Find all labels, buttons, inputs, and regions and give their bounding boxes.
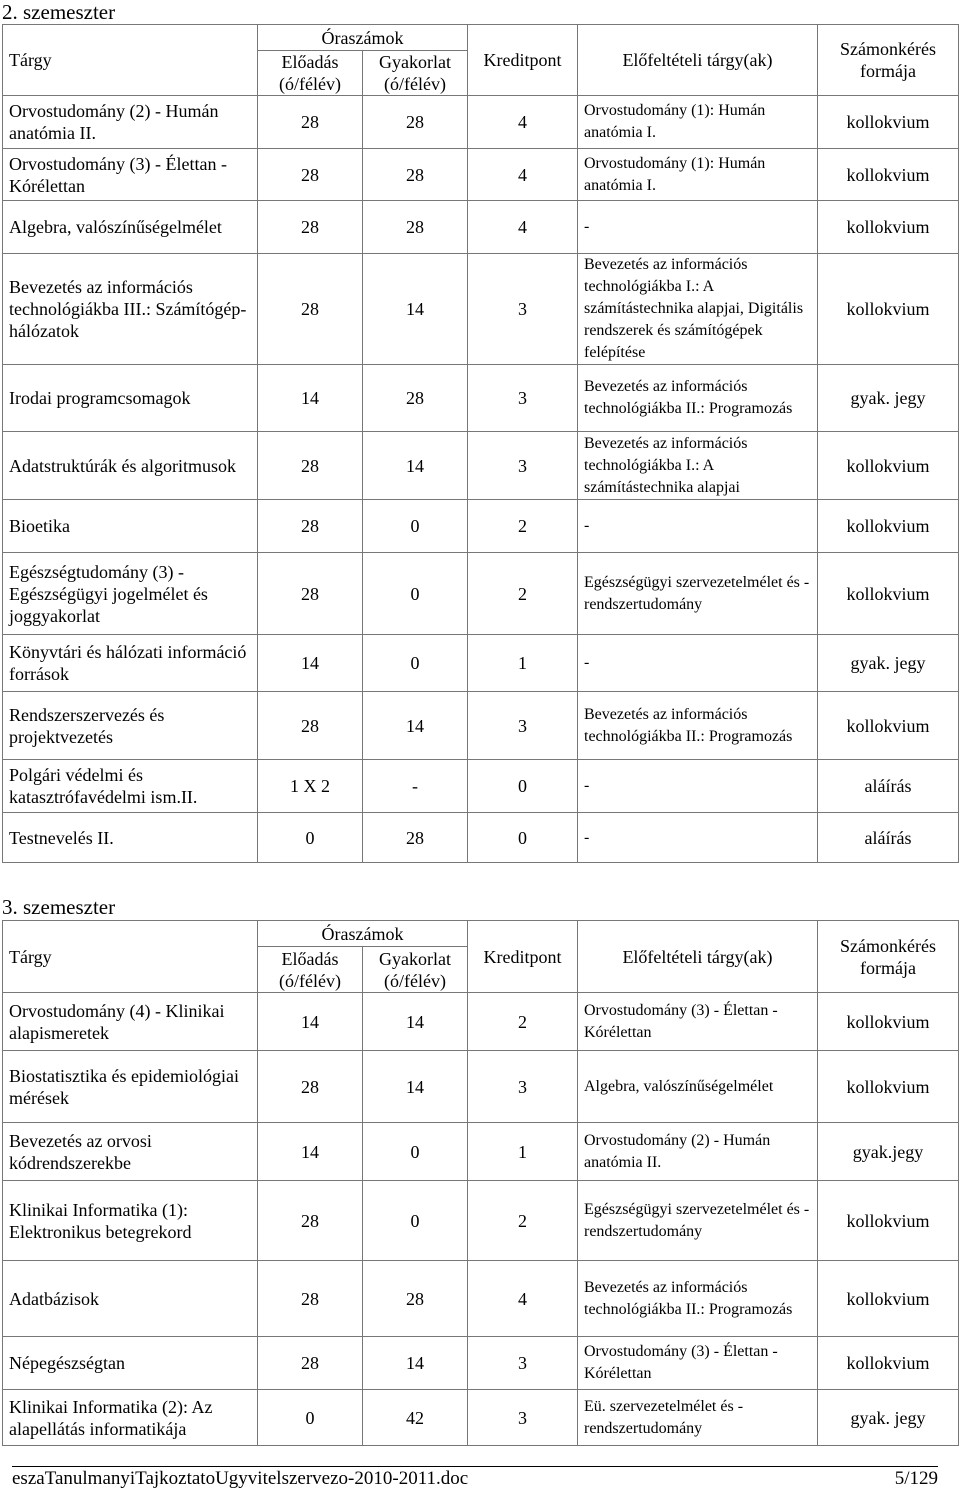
- lecture-cell: 1 X 2: [258, 760, 363, 813]
- lecture-cell: 28: [258, 149, 363, 201]
- subject-cell: Orvostudomány (4) - Klinikai alapismeretek: [3, 993, 258, 1051]
- prereq-cell: Bevezetés az információs technológiákba II.: Programozás: [578, 1261, 818, 1337]
- credit-cell: 3: [468, 1390, 578, 1446]
- credit-cell: 4: [468, 201, 578, 254]
- prereq-cell: Orvostudomány (1): Humán anatómia I.: [578, 149, 818, 201]
- lecture-cell: 0: [258, 813, 363, 863]
- table-row: [3, 635, 959, 692]
- table-row: [3, 813, 959, 863]
- credit-cell: 2: [468, 500, 578, 553]
- subject-cell: Klinikai Informatika (2): Az alapellátás informatikája: [3, 1390, 258, 1446]
- header-exam: Számonkérés formája: [818, 921, 959, 993]
- prereq-cell: Orvostudomány (3) - Élettan - Kórélettan: [578, 1337, 818, 1390]
- header-subject: Tárgy: [3, 921, 258, 993]
- practice-cell: 28: [363, 365, 468, 432]
- practice-cell: 28: [363, 813, 468, 863]
- table-row: [3, 760, 959, 813]
- header-practice-label: Gyakorlat: [379, 948, 451, 969]
- table-row: [3, 692, 959, 760]
- course-table: [2, 24, 959, 863]
- credit-cell: 0: [468, 813, 578, 863]
- lecture-cell: 14: [258, 993, 363, 1051]
- exam-cell: kollokvium: [818, 96, 959, 149]
- exam-cell: aláírás: [818, 760, 959, 813]
- header-hours: Óraszámok: [258, 25, 468, 51]
- semester-title: 2. szemeszter: [2, 0, 116, 24]
- subject-cell: Polgári védelmi és katasztrófavédelmi ism.II.: [3, 760, 258, 813]
- lecture-cell: 28: [258, 254, 363, 365]
- lecture-cell: 28: [258, 553, 363, 635]
- header-lecture-unit: (ó/félév): [279, 74, 341, 94]
- credit-cell: 4: [468, 96, 578, 149]
- semester-title: 3. szemeszter: [2, 895, 116, 919]
- prereq-cell: Eü. szervezetelmélet és - rendszertudomány: [578, 1390, 818, 1446]
- footer-filename: eszaTanulmanyiTajkoztatoUgyvitelszervezo-2010-2011.doc: [12, 1468, 469, 1489]
- exam-cell: gyak. jegy: [818, 1390, 959, 1446]
- credit-cell: 0: [468, 760, 578, 813]
- subject-cell: Egészségtudomány (3) - Egészségügyi jogelmélet és joggyakorlat: [3, 553, 258, 635]
- subject-cell: Könyvtári és hálózati információ források: [3, 635, 258, 692]
- exam-cell: kollokvium: [818, 500, 959, 553]
- exam-cell: aláírás: [818, 813, 959, 863]
- subject-cell: Adatstruktúrák és algoritmusok: [3, 432, 258, 500]
- exam-cell: kollokvium: [818, 553, 959, 635]
- practice-cell: 0: [363, 500, 468, 553]
- practice-cell: 0: [363, 1123, 468, 1181]
- exam-cell: kollokvium: [818, 149, 959, 201]
- header-lecture-label: Előadás: [281, 948, 339, 969]
- exam-cell: kollokvium: [818, 993, 959, 1051]
- lecture-cell: 28: [258, 1337, 363, 1390]
- subject-cell: Testnevelés II.: [3, 813, 258, 863]
- practice-cell: 14: [363, 1337, 468, 1390]
- footer-page-number: 5/129: [894, 1468, 938, 1489]
- header-practice-unit: (ó/félév): [384, 970, 446, 991]
- header-practice-unit: (ó/félév): [384, 74, 446, 94]
- credit-cell: 3: [468, 692, 578, 760]
- page-footer: [12, 1466, 938, 1491]
- subject-cell: Bioetika: [3, 500, 258, 553]
- lecture-cell: 14: [258, 1123, 363, 1181]
- subject-cell: Rendszerszervezés és projektvezetés: [3, 692, 258, 760]
- header-prereq: Előfeltételi tárgy(ak): [578, 921, 818, 993]
- lecture-cell: 0: [258, 1390, 363, 1446]
- prereq-cell: -: [578, 813, 818, 863]
- header-lecture: [258, 51, 363, 96]
- prereq-cell: -: [578, 635, 818, 692]
- subject-cell: Orvostudomány (2) - Humán anatómia II.: [3, 96, 258, 149]
- table-row: [3, 201, 959, 254]
- lecture-cell: 28: [258, 201, 363, 254]
- practice-cell: 0: [363, 1181, 468, 1261]
- exam-cell: gyak.jegy: [818, 1123, 959, 1181]
- table-header-row: [3, 25, 959, 51]
- prereq-cell: Orvostudomány (3) - Élettan - Kórélettan: [578, 993, 818, 1051]
- prereq-cell: Bevezetés az információs technológiákba I.: A számítástechnika alapjai, Digitális rendszerek és számítógépek felépítése: [578, 254, 818, 365]
- exam-cell: kollokvium: [818, 254, 959, 365]
- credit-cell: 3: [468, 1337, 578, 1390]
- prereq-cell: Egészségügyi szervezetelmélet és - rendszertudomány: [578, 553, 818, 635]
- exam-cell: kollokvium: [818, 201, 959, 254]
- practice-cell: 14: [363, 692, 468, 760]
- lecture-cell: 14: [258, 635, 363, 692]
- table-row: [3, 1181, 959, 1261]
- table-row: [3, 96, 959, 149]
- lecture-cell: 28: [258, 1051, 363, 1123]
- table-row: [3, 993, 959, 1051]
- practice-cell: 14: [363, 993, 468, 1051]
- practice-cell: 28: [363, 1261, 468, 1337]
- header-lecture-unit: (ó/félév): [279, 970, 341, 991]
- prereq-cell: Bevezetés az információs technológiákba I.: A számítástechnika alapjai: [578, 432, 818, 500]
- credit-cell: 1: [468, 1123, 578, 1181]
- exam-cell: gyak. jegy: [818, 365, 959, 432]
- header-hours: Óraszámok: [258, 921, 468, 947]
- header-subject: Tárgy: [3, 25, 258, 96]
- table-row: [3, 1390, 959, 1446]
- header-practice: [363, 51, 468, 96]
- credit-cell: 2: [468, 553, 578, 635]
- practice-cell: -: [363, 760, 468, 813]
- table-row: [3, 254, 959, 365]
- header-credit: Kreditpont: [468, 25, 578, 96]
- prereq-cell: -: [578, 760, 818, 813]
- subject-cell: Biostatisztika és epidemiológiai mérések: [3, 1051, 258, 1123]
- header-exam: Számonkérés formája: [818, 25, 959, 96]
- table-header-row: [3, 921, 959, 947]
- subject-cell: Bevezetés az orvosi kódrendszerekbe: [3, 1123, 258, 1181]
- lecture-cell: 28: [258, 96, 363, 149]
- subject-cell: Népegészségtan: [3, 1337, 258, 1390]
- table-row: [3, 1261, 959, 1337]
- practice-cell: 28: [363, 96, 468, 149]
- subject-cell: Orvostudomány (3) - Élettan - Kórélettan: [3, 149, 258, 201]
- practice-cell: 42: [363, 1390, 468, 1446]
- exam-cell: kollokvium: [818, 1181, 959, 1261]
- credit-cell: 1: [468, 635, 578, 692]
- table-row: [3, 500, 959, 553]
- credit-cell: 3: [468, 1051, 578, 1123]
- exam-cell: gyak. jegy: [818, 635, 959, 692]
- header-lecture-label: Előadás: [281, 52, 339, 72]
- header-practice-label: Gyakorlat: [379, 52, 451, 72]
- lecture-cell: 28: [258, 692, 363, 760]
- table-row: [3, 553, 959, 635]
- subject-cell: Bevezetés az információs technológiákba III.: Számítógép-hálózatok: [3, 254, 258, 365]
- practice-cell: 28: [363, 201, 468, 254]
- lecture-cell: 28: [258, 1261, 363, 1337]
- exam-cell: kollokvium: [818, 1261, 959, 1337]
- header-prereq: Előfeltételi tárgy(ak): [578, 25, 818, 96]
- exam-cell: kollokvium: [818, 1337, 959, 1390]
- practice-cell: 28: [363, 149, 468, 201]
- header-practice: [363, 947, 468, 993]
- prereq-cell: -: [578, 500, 818, 553]
- prereq-cell: Bevezetés az információs technológiákba II.: Programozás: [578, 692, 818, 760]
- practice-cell: 14: [363, 1051, 468, 1123]
- credit-cell: 4: [468, 1261, 578, 1337]
- subject-cell: Algebra, valószínűségelmélet: [3, 201, 258, 254]
- subject-cell: Klinikai Informatika (1): Elektronikus betegrekord: [3, 1181, 258, 1261]
- exam-cell: kollokvium: [818, 432, 959, 500]
- practice-cell: 0: [363, 553, 468, 635]
- table-row: [3, 432, 959, 500]
- practice-cell: 0: [363, 635, 468, 692]
- header-credit: Kreditpont: [468, 921, 578, 993]
- prereq-cell: Orvostudomány (2) - Humán anatómia II.: [578, 1123, 818, 1181]
- credit-cell: 3: [468, 254, 578, 365]
- lecture-cell: 14: [258, 365, 363, 432]
- prereq-cell: Algebra, valószínűségelmélet: [578, 1051, 818, 1123]
- practice-cell: 14: [363, 432, 468, 500]
- lecture-cell: 28: [258, 1181, 363, 1261]
- prereq-cell: Bevezetés az információs technológiákba II.: Programozás: [578, 365, 818, 432]
- subject-cell: Irodai programcsomagok: [3, 365, 258, 432]
- table-row: [3, 1051, 959, 1123]
- credit-cell: 2: [468, 993, 578, 1051]
- exam-cell: kollokvium: [818, 692, 959, 760]
- prereq-cell: Egészségügyi szervezetelmélet és - rendszertudomány: [578, 1181, 818, 1261]
- header-lecture: [258, 947, 363, 993]
- table-row: [3, 1337, 959, 1390]
- lecture-cell: 28: [258, 432, 363, 500]
- prereq-cell: -: [578, 201, 818, 254]
- prereq-cell: Orvostudomány (1): Humán anatómia I.: [578, 96, 818, 149]
- table-row: [3, 149, 959, 201]
- credit-cell: 4: [468, 149, 578, 201]
- lecture-cell: 28: [258, 500, 363, 553]
- credit-cell: 2: [468, 1181, 578, 1261]
- course-table: [2, 920, 959, 1446]
- table-row: [3, 1123, 959, 1181]
- subject-cell: Adatbázisok: [3, 1261, 258, 1337]
- credit-cell: 3: [468, 365, 578, 432]
- table-row: [3, 365, 959, 432]
- credit-cell: 3: [468, 432, 578, 500]
- exam-cell: kollokvium: [818, 1051, 959, 1123]
- practice-cell: 14: [363, 254, 468, 365]
